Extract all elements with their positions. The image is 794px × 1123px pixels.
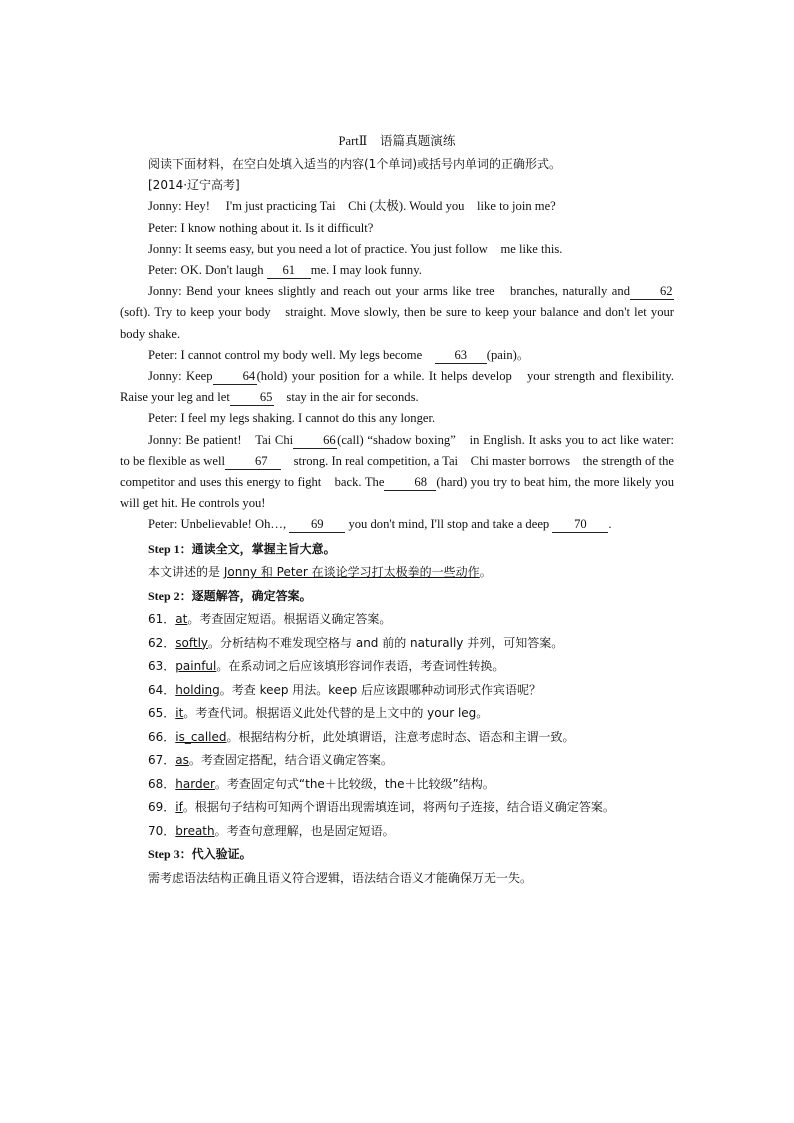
blank-66: 66 — [293, 433, 337, 449]
passage-line: Jonny: Be patient! Tai Chi 66(call) “shadow boxing” in English. It asks you to act like water: to be flexible as well 67 strong. In real competition, a Tai Chi master borrows the strength of the competitor and uses this energy to fight back. The 68 (hard) you try to beat him, the more likely you will get hit. He controls you! — [120, 432, 675, 511]
step1-summary: 本文讲述的是 Jonny 和 Peter 在谈论学习打太极拳的一些动作。 — [148, 565, 492, 580]
instruction: 阅读下面材料，在空白处填入适当的内容(1个单词)或括号内单词的正确形式。 — [148, 157, 562, 171]
passage-line: Peter: OK. Don't laugh 61 me. I may look funny. — [148, 263, 422, 278]
passage-line: Jonny: Hey! I'm just practicing Tai Chi (太极). Would you like to join me? — [148, 199, 556, 214]
document-page — [120, 128, 674, 890]
step3-summary: 需考虑语法结构正确且语义符合逻辑，语法结合语义才能确保万无一失。 — [148, 870, 533, 885]
section-title: PartⅡ 语篇真题演练 — [338, 134, 456, 148]
blank-64: 64 — [213, 369, 257, 385]
answer-item: 70．breath。考查句意理解，也是固定短语。 — [148, 823, 395, 838]
answer-item: 64．holding。考查 keep 用法。keep 后应该跟哪种动词形式作宾语呢？ — [148, 682, 542, 697]
answer-item: 68．harder。考查固定句式“the＋比较级，the＋比较级”结构。 — [148, 776, 495, 791]
answer-item: 62．softly。分析结构不难发现空格与 and 前的 naturally 并列，可知答案。 — [148, 635, 564, 650]
passage-line: Jonny: It seems easy, but you need a lot of practice. You just follow me like this. — [148, 241, 563, 256]
source-label: [2014·辽宁高考] — [148, 178, 240, 193]
blank-69: 69 — [289, 517, 345, 533]
answer-item: 63．painful。在系动词之后应该填形容词作表语，考查词性转换。 — [148, 659, 505, 674]
blank-68: 68 — [384, 475, 436, 491]
answer-item: 65．it。考查代词。根据语义此处代替的是上文中的 your leg。 — [148, 706, 489, 721]
blank-70: 70 — [552, 517, 608, 533]
blank-61: 61 — [267, 263, 311, 279]
passage-line: Peter: Unbelievable! Oh…, 69 you don't mind, I'll stop and take a deep 70 . — [148, 517, 612, 532]
answer-item: 67．as。考查固定搭配，结合语义确定答案。 — [148, 753, 393, 768]
passage — [120, 196, 674, 535]
step3-heading: Step 3：代入验证。 — [148, 847, 252, 862]
blank-62: 62 — [630, 284, 674, 300]
passage-line: Peter: I cannot control my body well. My legs become 63 (pain)。 — [148, 347, 530, 362]
blank-65: 65 — [230, 390, 274, 406]
answer-item: 69．if。根据句子结构可知两个谓语出现需填连词，将两句子连接，结合语义确定答案。 — [148, 800, 615, 815]
passage-line: Peter: I feel my legs shaking. I cannot do this any longer. — [148, 411, 436, 426]
passage-line: Peter: I know nothing about it. Is it difficult? — [148, 220, 374, 235]
step1-heading: Step 1：通读全文，掌握主旨大意。 — [148, 541, 336, 556]
passage-line: Jonny: Bend your knees slightly and reach out your arms like tree branches, naturally and 62(soft). Try to keep your body straight. Move slowly, then be sure to keep your balance and don't let your body shake. — [120, 284, 674, 341]
step2-heading: Step 2：逐题解答，确定答案。 — [148, 588, 312, 603]
blank-63: 63 — [435, 348, 487, 364]
passage-line: Jonny: Keep 64(hold) your position for a while. It helps develop your strength and flexibility. Raise your leg and let 65 stay in the air for seconds. — [120, 369, 675, 405]
answer-item: 61．at。考查固定短语。根据语义确定答案。 — [148, 612, 392, 627]
answer-list — [120, 608, 674, 843]
answer-item: 66．is_called。根据结构分析，此处填谓语，注意考虑时态、语态和主谓一致。 — [148, 729, 575, 744]
blank-67: 67 — [225, 454, 281, 470]
